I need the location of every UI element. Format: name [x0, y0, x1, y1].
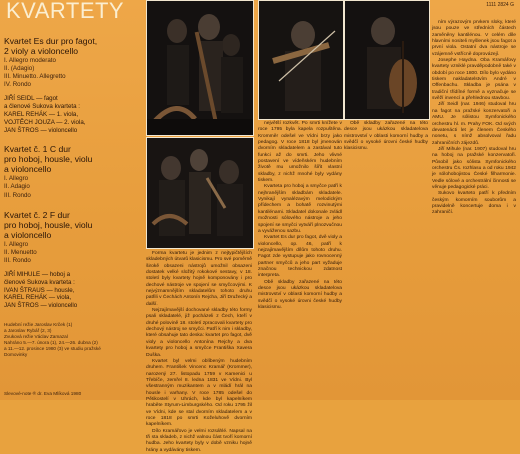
paragraph: Kvartet byl velmi oblíbeným hudebním druhem. František Vincenc Kramář (Krommer), narozený 27. listopadu 1759 v Kamenici u Třebíče, zemřel 8. ledna 1831 ve Vídni. Byl všestranným muzikantem a v mládí hrál na housle i varhany. V roce 1785 odešel do Pětikostelí v Uhrách, kde byl kapelníkem hraběte Styrum-Limburgského. Od roku 1795 žil ve Vídni, kde se stal dvorním skladatelem a v roce 1818 po smrti Koželuhově dvorním kapelníkem.: [146, 358, 252, 428]
piece-title-line: Kvartet Es dur pro fagot,: [4, 36, 98, 46]
credit-line: a Jaroslav Rybář (2, 3): [4, 328, 52, 334]
liner-notes-column-2b: [344, 121, 428, 400]
paragraph: Obě skladby zařazené na této desce jsou ukázkou skladatelova mistrovství v oblasti komorní hudby a svědčí o vysoké úrovni české hudby klasicismu.: [258, 279, 342, 310]
credit-line: a 11.—12. prosince 1980 (3) ve studiu pražské: [4, 346, 101, 352]
movement-list: [4, 241, 142, 265]
performer-line: VOJTĚCH JOUZA — 2. viola,: [4, 118, 86, 126]
piece-title: [4, 210, 142, 240]
movement: II. Adagio: [4, 183, 30, 191]
paragraph: Dílo Kramářovo je velmi rozsáhlé. Napsal na tři sta skladeb, z nichž valnou část tvoří komorní hudba. Jeho kvartety byly v době vzniku hojně hrány a vydávány tiskem.: [146, 428, 252, 453]
paragraph: Josephe Haydna. Oba Kramářovy kvartety vzniklé pravděpodobně také v období po roce 1800. Dílo bylo vydáno tiskem nakladatelstvím André v Offenbachu. Skladba je psána v tradiční třídílné formě a vyznačuje se svěží invencí a přehlednou stavbou.: [432, 58, 516, 102]
page-title: KVARTETY: [6, 0, 125, 23]
credit-line: Hudební režie Jaroslav Krček (1): [4, 322, 73, 327]
paragraph: Kvarteta pro hoboj a smyčce patří k nejhranějším skladbám skladatele. Vynikají vynalézavým melodickým přídechem a bohatě rozvinutými kantilénami. Skladatel dokonale zvládl možnosti sólového nástroje a jeho spojení se smyčci vytváří plnozvučnou a vyváženou sazbu.: [258, 184, 342, 234]
liner-notes-column-2: [258, 121, 342, 400]
photo-image: [147, 1, 253, 135]
paragraph: největší rozkvět. Po smrti knížete v roce 1795 byla kapela rozpuštěna. Kromměr odešel ve Vídni brzy jako pedagog. V roce 1818 byl jmenován dvorním skladatelem a zastával tuto funkci až do smrti. Jeho vlivné postavení ve vídeňském hudebním životě mu umožnilo šířit vlastní skladby, z nichž mnohé byly vydány tiskem.: [258, 121, 342, 184]
paragraph: Obě skladby zařazené na této desce jsou ukázkou skladatelova mistrovství v oblasti komorní hudby a svědčí o vysoké úrovni české hudby klasicismu.: [344, 121, 428, 152]
paragraph: Nejzajímavější dochované skladby této formy psali skladatelé, již pocházeli z Čech, kteří v druhé polovině 18. století zpracovali kvartety pro dechový nástroj se smyčci. Patří k nim i skladby, které obsahuje tato deska: kvartet pro fagot, dvě violy a violoncello Antonína Rejchy a dva kvartety pro hoboj a smyčce Františka Xavera Duška.: [146, 308, 252, 358]
movement-list: [4, 57, 142, 89]
liner-notes-column-1: [146, 251, 253, 453]
program-item: [4, 210, 142, 310]
credit-line: Zvuková režie Václav Zamazal: [4, 334, 68, 340]
piece-title-line: pro hoboj, housle, violu: [4, 154, 93, 165]
photo-quartet-with-oboe: [146, 137, 254, 249]
paragraph: Forma kvartetu je jednim z nejtypičtějších skladebných útvarů klasicismu. Pro své poměrně širokě obsazeni nástrojů umožnil obsazeni dostatek velké složitý rokokové sestavy, v 18. století byly kvartety hojně komponovány i pro dechové nástroje ve spojení se smyčcovými. K nejvýznamnějším skladatelům tohoto druhu patřili v Čechách Antonín Rejcha, Jiří Družecký a další.: [146, 251, 253, 307]
performer-line: KAREL REHÁK — viola,: [4, 294, 72, 302]
movement: II. Menuetto: [4, 248, 37, 256]
footer-note: Slevové-note ® dr. Eva Mlíková 1980: [4, 391, 82, 396]
paragraph: Sukovo kvarteto patří k předním českým komorním souborům a pravidelně koncertuje doma i v zahraničí.: [432, 191, 516, 216]
piece-title-line: pro hoboj, housle, violu: [4, 219, 93, 230]
catalog-line: 1111 2824 G: [486, 2, 514, 8]
performers: [4, 95, 142, 134]
movement: III. Rondo: [4, 256, 31, 264]
movement: I. Allegro moderato: [4, 57, 56, 64]
paragraph: Jiří Seidl (nar. 1946) studoval hru na fagot na pražské konzervatoři a AMU. Je sólistou Symfonického orchestru hl. m. Prahy FOK. Od svých devatenácti let je členem Českého nonetu, s nímž absolvoval řadu zahraničních zájezdů.: [432, 102, 516, 146]
performer-line: JAN ŠTROS — violoncello: [4, 302, 78, 310]
photo-image: [259, 1, 343, 119]
liner-notes-column-3: [432, 20, 516, 400]
credit-line: Domovinky: [4, 352, 28, 358]
photo-cellist: [344, 0, 430, 120]
movement: II. (Adagio): [4, 65, 35, 73]
performer-line: KAREL REHÁK — 1. viola,: [4, 110, 79, 118]
piece-title-line: 2 violy a violoncello: [4, 46, 79, 56]
paragraph: Kvartet Es dur pro fagot, dvě violy a violoncello, op. 46, patří k nejzajímavějším dílům tohoto druhu. Fagot zde vystupuje jako rovnocenný partner smyčců a jeho part vyžaduje značnou technickou zdatnost interpreta.: [258, 235, 342, 279]
movement: I. Allegro: [4, 240, 29, 248]
photo-image: [345, 1, 429, 119]
performer-line: IVAN ŠTRAUS — housle,: [4, 286, 75, 294]
program-item: [4, 36, 142, 134]
performer-line: a členové Sukova kvarteta :: [4, 103, 81, 111]
photo-violist: [258, 0, 344, 120]
photo-quartet-with-bassoon: [146, 0, 254, 136]
program-item: [4, 144, 142, 199]
movement: III. Rondo: [4, 191, 31, 199]
performer-line: JIŘÍ MIHULE — hoboj a: [4, 270, 71, 278]
movement: IV. Rondo: [4, 81, 31, 89]
movement: I. Allegro: [4, 175, 29, 183]
production-credits: [4, 322, 144, 359]
piece-title-line: a violoncello: [4, 229, 52, 240]
performers: [4, 271, 142, 310]
piece-title-line: a violoncello: [4, 164, 52, 175]
piece-title: [4, 144, 142, 174]
catalog-number: [486, 2, 514, 8]
program-column: [4, 36, 142, 310]
photo-image: [147, 138, 253, 248]
movement-list: [4, 175, 142, 199]
piece-title: [4, 36, 142, 56]
movement: III. Minuetto. Allegretto: [4, 73, 66, 81]
credit-line: Nahráno 5.—7. února (1), 24.—26. dubna (2): [4, 340, 98, 346]
piece-title-line: Kvartet č. 2 F dur: [4, 209, 70, 220]
paragraph: ním výrazovým prvkem sloky, které jsou pouze ve středních částech zaměněny kantilénou. V celém díle hlavními nositeli myšlenek jsou fagot a první viola. Ostatní dva nástroje se vzájemně vstřícně doprovázejí.: [432, 20, 516, 57]
piece-title-line: Kvartet č. 1 C dur: [4, 144, 71, 155]
performer-line: JAN ŠTROS — violoncello: [4, 126, 78, 134]
paragraph: Jiří Mihule (nar. 1907) studoval hru na hoboj na pražské konzervatoři. Působil jako sólista Symfonického orchestru Čs. rozhlasu a od roku 1942 je sólohobojistou České filharmonie. Vedle sólové a orchestrální činnosti se věnuje pedagogické práci.: [432, 146, 516, 190]
performer-line: členové Sukova kvarteta :: [4, 278, 75, 286]
performer-line: JIŘÍ SEIDL — fagot: [4, 95, 58, 103]
